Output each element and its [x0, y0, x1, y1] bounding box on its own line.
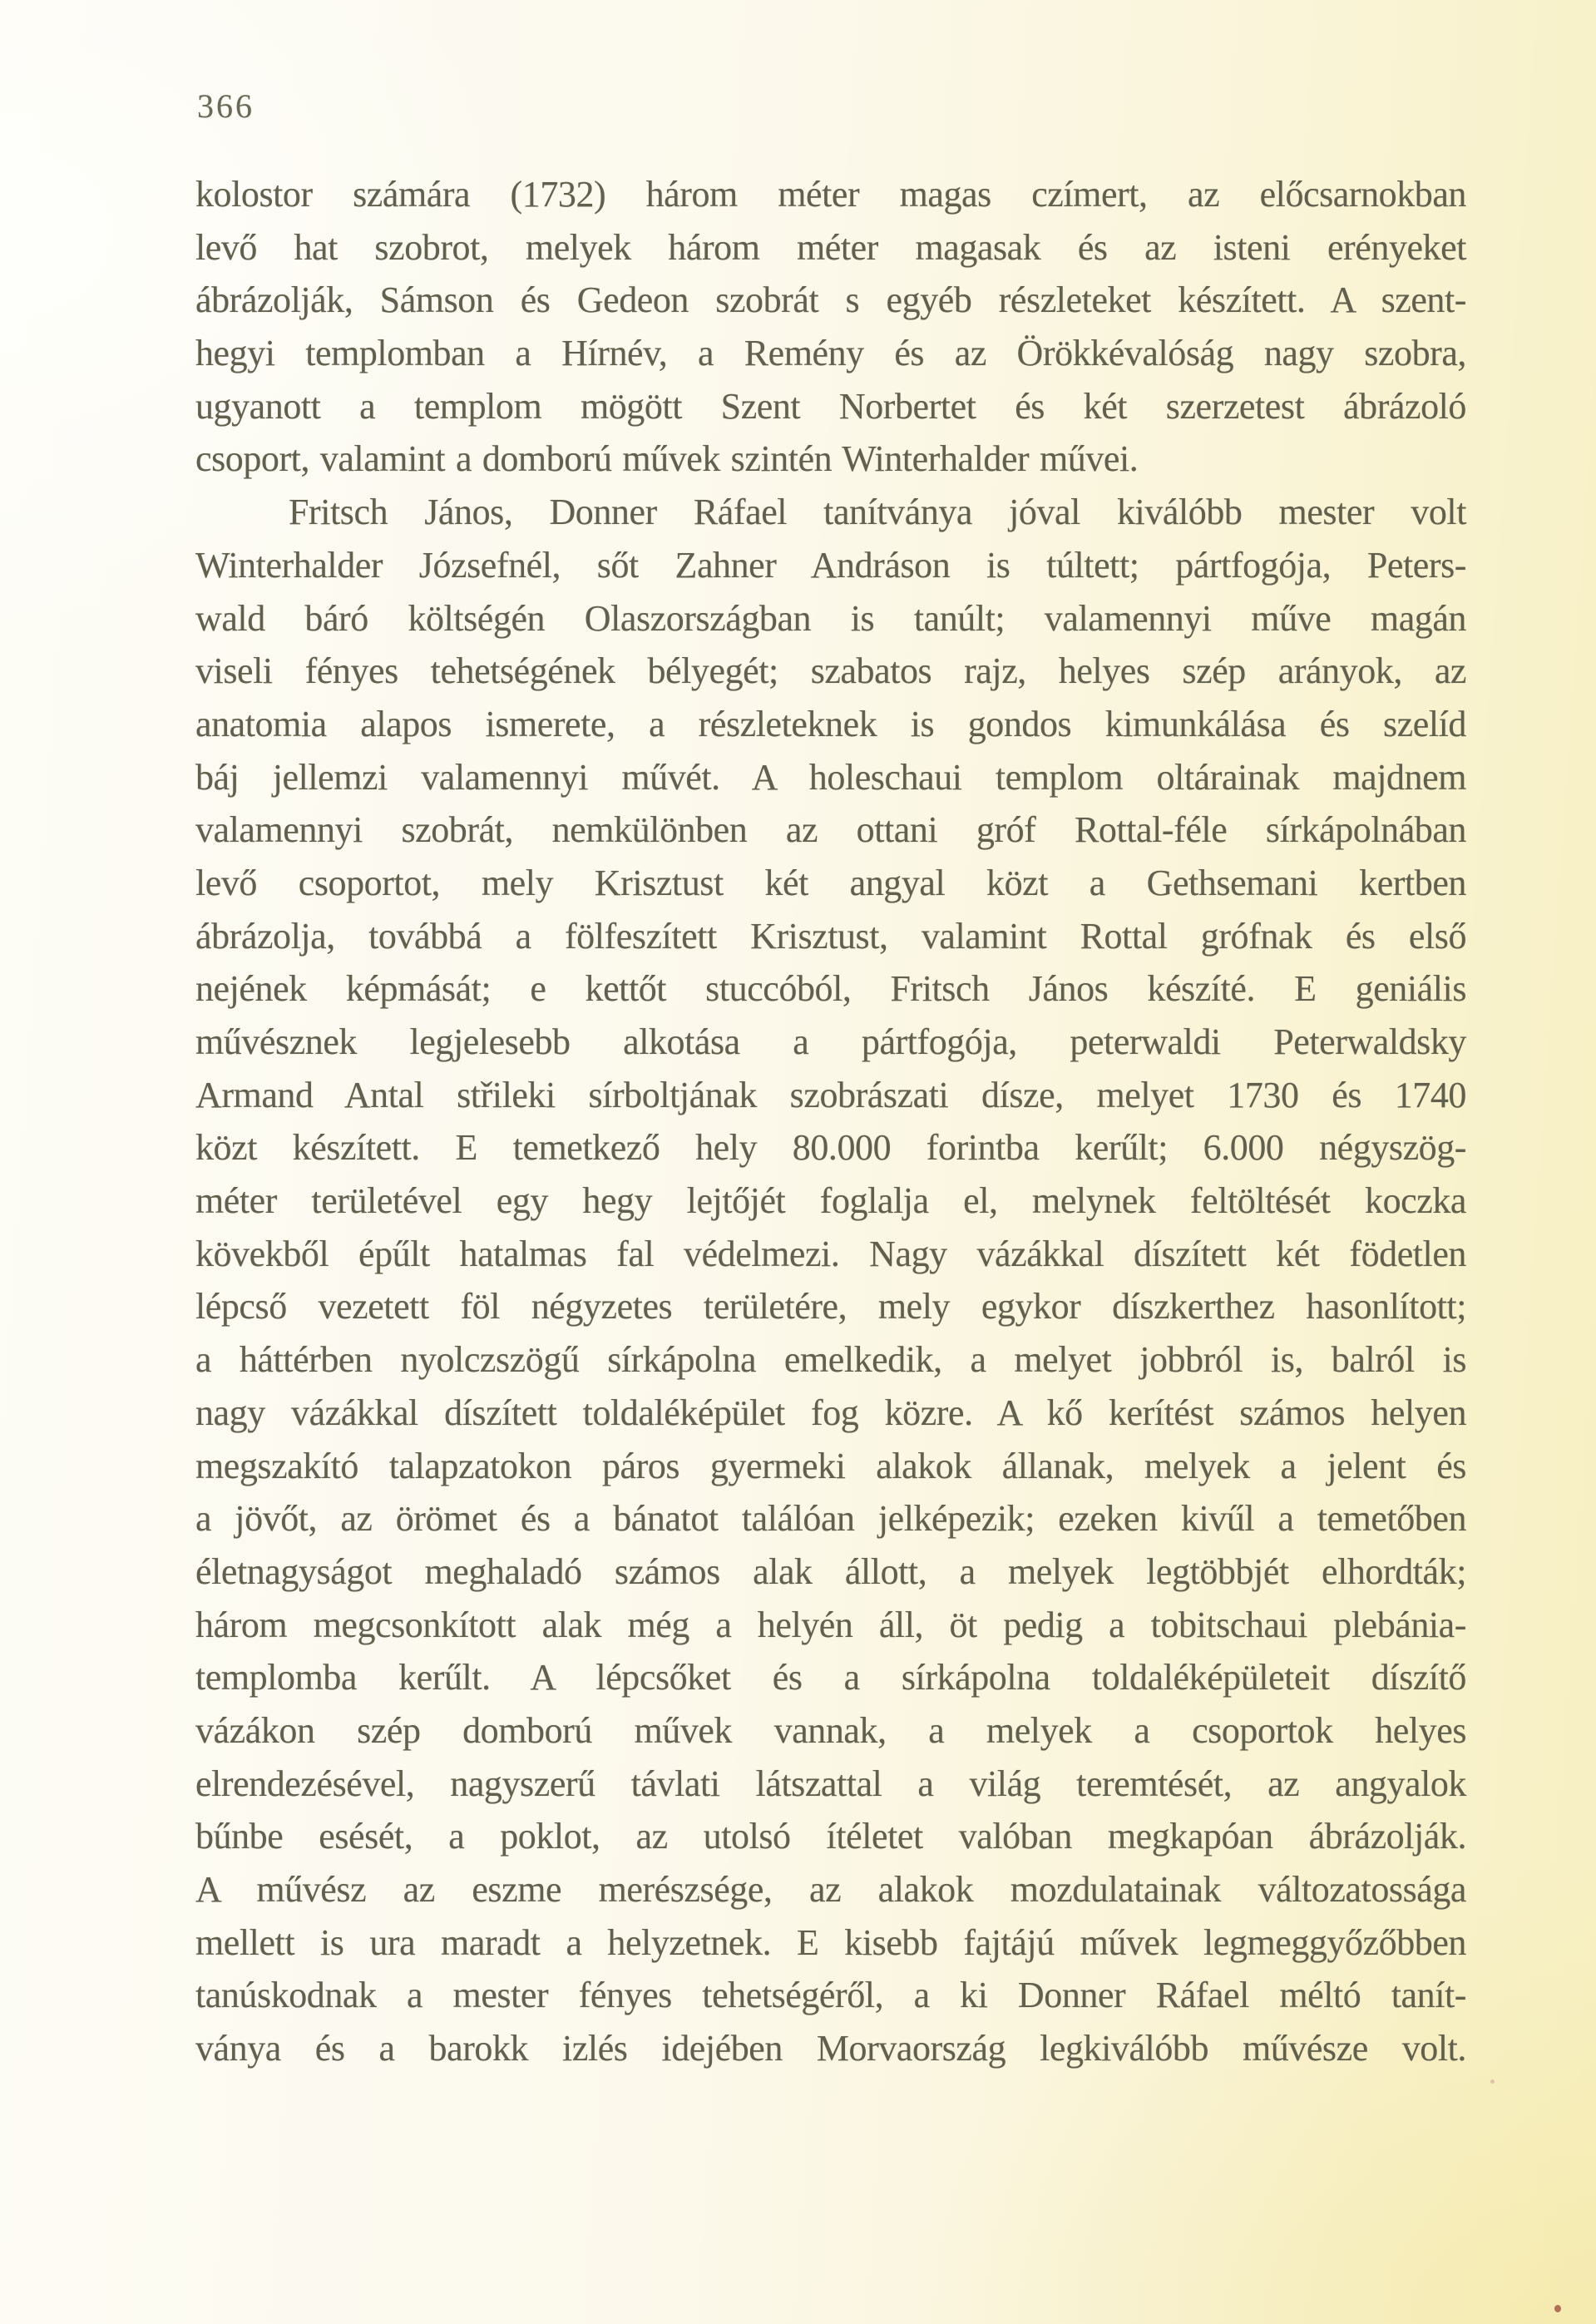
text-line-p2-1: Fritsch János, Donner Ráfael tanítványa jóval kiválóbb mester volt: [289, 492, 1466, 533]
text-line-p2-21: életnagyságot meghaladó számos alak állott, a melyek legtöbbjét elhordták;: [195, 1550, 1466, 1592]
text-line-p2-19: megszakító talapzatokon páros gyermeki alakok állanak, melyek a jelent és: [195, 1445, 1466, 1486]
text-line-p2-3: wald báró költségén Olaszországban is tanúlt; valamennyi műve magán: [195, 597, 1466, 639]
text-line-p1-3: ábrázolják, Sámson és Gedeon szobrát s egyéb részleteket készített. A szent-: [195, 279, 1466, 321]
text-line-p2-10: nejének képmását; e kettőt stuccóból, Fritsch János készíté. E geniális: [195, 968, 1466, 1010]
text-line-p2-9: ábrázolja, továbbá a fölfeszített Krisztust, valamint Rottal grófnak és első: [195, 915, 1466, 957]
text-line-p2-27: A művész az eszme merészsége, az alakok mozdulatainak változatossága: [195, 1869, 1466, 1910]
text-line-p2-16: lépcső vezetett föl négyzetes területére, mely egykor díszkerthez hasonlított;: [195, 1286, 1466, 1328]
paper-speck-1: [1554, 2305, 1561, 2312]
page-number: 366: [197, 87, 254, 125]
text-line-p2-6: báj jellemzi valamennyi művét. A holeschaui templom oltárainak majdnem: [195, 756, 1466, 798]
text-line-p2-14: méter területével egy hegy lejtőjét foglalja el, melynek feltöltését koczka: [195, 1180, 1466, 1222]
paper-speck-2: [1490, 2079, 1495, 2084]
text-line-p2-29: tanúskodnak a mester fényes tehetségéről, a ki Donner Ráfael méltó tanít-: [195, 1975, 1466, 2016]
text-line-p2-20: a jövőt, az örömet és a bánatot találóan jelképezik; ezeken kivűl a temetőben: [195, 1498, 1466, 1540]
text-line-p2-8: levő csoportot, mely Krisztust két angyal közt a Gethsemani kertben: [195, 862, 1466, 903]
text-line-p2-5: anatomia alapos ismerete, a részleteknek is gondos kimunkálása és szelíd: [195, 703, 1466, 744]
text-line-p2-25: elrendezésével, nagyszerű távlati látszattal a világ teremtését, az angyalok: [195, 1763, 1466, 1804]
text-line-p2-4: viseli fényes tehetségének bélyegét; szabatos rajz, helyes szép arányok, az: [195, 650, 1466, 692]
text-line-p2-12: Armand Antal střileki sírboltjának szobrászati dísze, melyet 1730 és 1740: [195, 1074, 1466, 1115]
text-line-p1-6: csoport, valamint a domború művek szintén Winterhalder művei.: [195, 438, 1139, 480]
body-text-block: [195, 168, 1466, 2075]
text-line-p1-4: hegyi templomban a Hírnév, a Remény és az Örökkévalóság nagy szobra,: [195, 333, 1466, 374]
text-line-p2-7: valamennyi szobrát, nemkülönben az ottani gróf Rottal-féle sírkápolnában: [195, 809, 1466, 851]
text-line-p2-22: három megcsonkított alak még a helyén áll, öt pedig a tobitschaui plebánia-: [195, 1604, 1466, 1645]
text-line-p2-28: mellett is ura maradt a helyzetnek. E kisebb fajtájú művek legmeggyőzőbben: [195, 1921, 1466, 1963]
text-line-p2-13: közt készített. E temetkező hely 80.000 forintba kerűlt; 6.000 négyszög-: [195, 1127, 1466, 1169]
text-line-p2-30: ványa és a barokk izlés idejében Morvaország legkiválóbb művésze volt.: [195, 2028, 1466, 2069]
text-line-p2-18: nagy vázákkal díszített toldaléképület fog közre. A kő kerítést számos helyen: [195, 1392, 1466, 1433]
text-line-p2-2: Winterhalder Józsefnél, sőt Zahner Andráson is túltett; pártfogója, Peters-: [195, 544, 1466, 586]
text-line-p2-23: templomba kerűlt. A lépcsőket és a sírkápolna toldaléképületeit díszítő: [195, 1657, 1466, 1698]
text-line-p2-24: vázákon szép domború művek vannak, a melyek a csoportok helyes: [195, 1709, 1466, 1751]
text-line-p1-2: levő hat szobrot, melyek három méter magasak és az isteni erényeket: [195, 226, 1466, 268]
text-line-p1-5: ugyanott a templom mögött Szent Norbertet és két szerzetest ábrázoló: [195, 385, 1466, 427]
text-line-p2-15: kövekből épűlt hatalmas fal védelmezi. Nagy vázákkal díszített két födetlen: [195, 1233, 1466, 1274]
text-line-p2-17: a háttérben nyolczszögű sírkápolna emelkedik, a melyet jobbról is, balról is: [195, 1339, 1466, 1381]
text-line-p2-11: művésznek legjelesebb alkotása a pártfogója, peterwaldi Peterwaldsky: [195, 1021, 1466, 1062]
text-line-p2-26: bűnbe esését, a poklot, az utolsó ítéletet valóban megkapóan ábrázolják.: [195, 1816, 1466, 1857]
text-line-p1-1: kolostor számára (1732) három méter magas czímert, az előcsarnokban: [195, 174, 1466, 215]
